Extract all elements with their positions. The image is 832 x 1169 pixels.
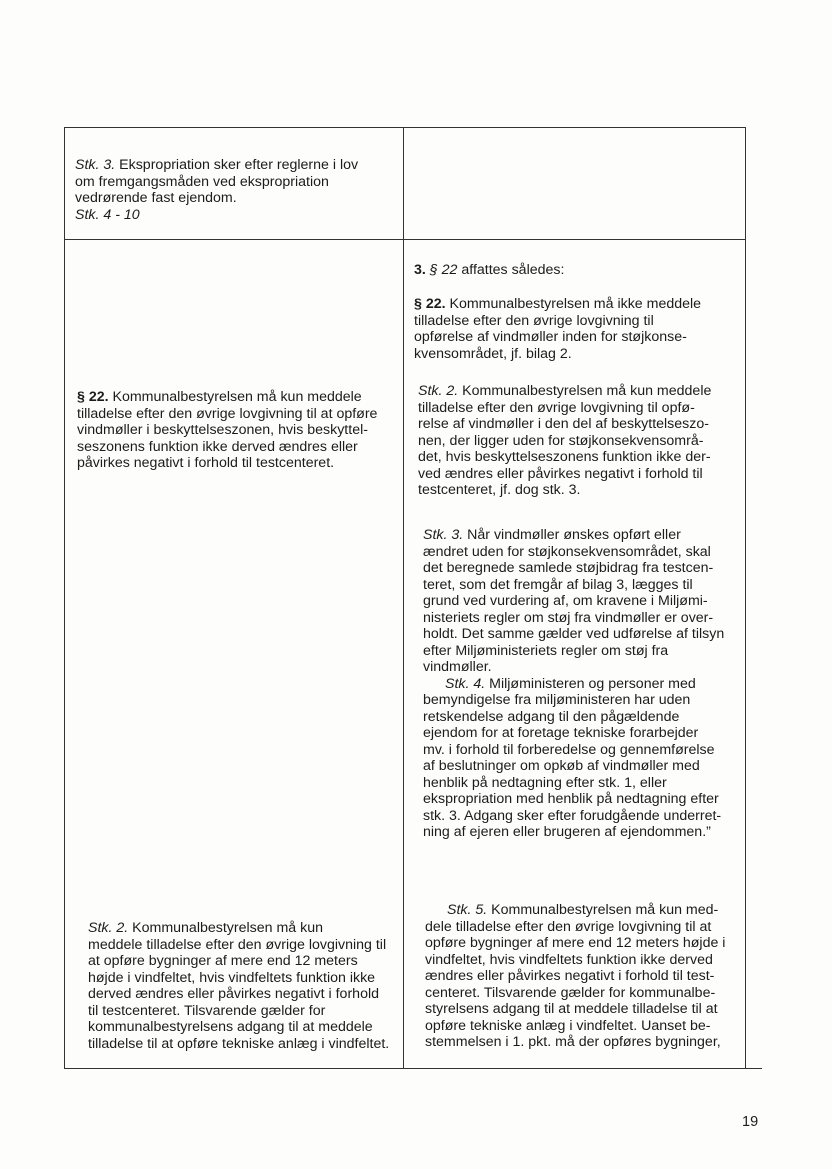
line-text: til testcenteret. Tilsvarende gælder for <box>88 1002 326 1019</box>
line-text: vindmøller i beskyttelseszonen, hvis beskyttel- <box>77 422 368 438</box>
text-line <box>88 1003 389 1020</box>
text-line <box>88 953 389 970</box>
amendment-intro <box>414 262 564 279</box>
line-text: Kommunalbestyrelsen må kun med- <box>487 902 719 918</box>
section-marker: § 22. <box>414 296 446 312</box>
text-line <box>88 937 389 954</box>
text-line <box>423 775 724 792</box>
text-line <box>75 157 358 174</box>
text-line <box>423 791 724 808</box>
line-text: retskendelse adgang til den pågældende <box>423 708 680 725</box>
text-line <box>423 643 724 660</box>
line-text: højde i vindfeltet, hvis vindfeltets funktion ikke <box>88 969 376 986</box>
text-line <box>423 676 724 693</box>
line-text: tilladelse efter den øvrige lovgivning til at opføre <box>77 405 378 422</box>
text-line <box>423 742 724 759</box>
line-text: henblik på nedtagning efter stk. 1, eller <box>423 774 667 791</box>
text-line <box>418 466 711 483</box>
text-line <box>425 985 725 1002</box>
line-text: Kommunalbestyrelsen må ikke meddele <box>445 296 702 312</box>
text-line <box>423 560 724 577</box>
line-text: Ekspropriation sker efter reglerne i lov <box>115 157 359 173</box>
text-line <box>88 970 389 987</box>
text-line <box>75 174 358 191</box>
amendment-ref: § 22 <box>429 262 458 278</box>
text-line <box>414 296 701 313</box>
section-marker: Stk. 4 - 10 <box>75 206 140 223</box>
text-line <box>77 455 377 472</box>
proposed-stk3-stk4 <box>423 527 724 841</box>
line-text: vedrørende fast ejendom. <box>75 190 237 206</box>
text-line <box>423 808 724 825</box>
text-line <box>77 406 377 423</box>
line-text: ved ændres eller påvirkes negativt i forhold til <box>418 465 703 482</box>
line-text: kommunalbestyrelsens adgang til at meddele <box>88 1019 373 1035</box>
line-text: vindfeltet, hvis vindfeltets funktion ikke derved <box>425 951 713 968</box>
line-text: teret, som det fremgår af bilag 3, lægges til <box>423 576 693 593</box>
line-text: derved ændres eller påvirkes negativt i forhold <box>88 986 379 1002</box>
text-line <box>414 313 701 330</box>
line-text: opføre tekniske anlæg i vindfeltet. Uanset be- <box>425 1017 711 1034</box>
text-line <box>77 389 377 406</box>
line-text: tilladelse efter den øvrige lovgivning til <box>414 312 654 329</box>
line-text: ejendom for at foretage tekniske forarbejder <box>423 725 699 741</box>
text-line <box>77 439 377 456</box>
line-text: om fremgangsmåden ved ekspropriation <box>75 173 329 190</box>
text-line <box>425 1018 725 1035</box>
line-text: seszonens funktion ikke derved ændres eller <box>77 438 358 455</box>
proposed-stk2 <box>418 383 711 499</box>
line-text: meddele tilladelse efter den øvrige lovgivning til <box>88 936 387 953</box>
column-divider <box>403 127 404 1068</box>
line-text: relse af vindmøller i den del af beskyttelseszo- <box>418 416 709 432</box>
line-text: at opføre bygninger af mere end 12 meters <box>88 953 358 969</box>
section-marker: § 22. <box>77 389 109 405</box>
text-line <box>88 1036 389 1053</box>
table-bottom-edge <box>82 1068 762 1069</box>
text-line <box>418 449 711 466</box>
line-text: kvensområdet, jf. bilag 2. <box>414 345 572 362</box>
row-divider <box>64 239 745 240</box>
line-text: efter Miljøministeriets regler om støj fra <box>423 642 669 659</box>
current-law-stk2 <box>88 920 389 1052</box>
text-line <box>75 207 358 224</box>
line-text: ændres eller påvirkes negativt i forhold til test- <box>425 968 715 984</box>
amendment-intro-text: affattes således: <box>457 262 565 278</box>
text-line <box>425 952 725 969</box>
text-line <box>423 527 724 544</box>
line-text: nisteriets regler om støj fra vindmøller er over- <box>423 609 714 626</box>
page-number: 19 <box>742 1114 759 1130</box>
section-marker: Stk. 4. <box>445 675 486 692</box>
text-line <box>414 329 701 346</box>
proposed-section-22 <box>414 296 701 362</box>
section-marker: Stk. 3. <box>423 527 464 543</box>
section-marker: Stk. 5. <box>447 902 488 918</box>
section-marker: Stk. 2. <box>88 920 129 936</box>
line-text: centeret. Tilsvarende gælder for kommunalbe- <box>425 984 716 1001</box>
line-text: tilladelse efter den øvrige lovgivning til opfø- <box>418 399 695 416</box>
line-text: vindmøller. <box>423 659 492 675</box>
line-text: nen, der ligger uden for støjkonsekvensområ- <box>418 432 704 449</box>
proposed-stk5 <box>425 902 725 1051</box>
line-text: af beslutninger om opkøb af vindmøller med <box>423 758 700 774</box>
line-text: dele tilladelse efter den øvrige lovgivning til at <box>425 918 712 935</box>
line-text: opføre bygninger af mere end 12 meters højde i <box>425 935 726 951</box>
current-law-stk3 <box>75 157 358 223</box>
text-line <box>418 400 711 417</box>
text-line <box>423 593 724 610</box>
text-line <box>77 422 377 439</box>
section-marker: Stk. 3. <box>75 157 116 173</box>
line-text: Kommunalbestyrelsen må kun meddele <box>458 383 712 399</box>
text-line <box>423 758 724 775</box>
text-line <box>425 919 725 936</box>
section-marker: Stk. 2. <box>418 383 459 399</box>
line-text: bemyndigelse fra miljøministeren har uden <box>423 692 691 708</box>
text-line <box>423 709 724 726</box>
line-text: Kommunalbestyrelsen må kun meddele <box>108 389 362 405</box>
line-text: Når vindmøller ønskes opført eller <box>463 527 681 543</box>
text-line <box>425 1034 725 1051</box>
text-line <box>425 968 725 985</box>
line-text: det beregnede samlede støjbidrag fra testcen- <box>423 560 714 576</box>
line-text: testcenteret, jf. dog stk. 3. <box>418 482 581 498</box>
text-line <box>418 383 711 400</box>
line-text: tilladelse til at opføre tekniske anlæg i vindfeltet. <box>88 1035 390 1052</box>
text-line <box>418 416 711 433</box>
text-line <box>423 544 724 561</box>
text-line <box>88 920 389 937</box>
line-text: styrelsens adgang til at meddele tilladelse til at <box>425 1001 718 1017</box>
line-text: det, hvis beskyttelseszonens funktion ikke der- <box>418 449 711 465</box>
line-text: ning af ejeren eller brugeren af ejendommen.” <box>423 824 711 840</box>
text-line <box>423 577 724 594</box>
current-law-section-22 <box>77 389 377 472</box>
text-line <box>88 1019 389 1036</box>
line-text: stemmelsen i 1. pkt. må der opføres bygninger, <box>425 1034 721 1050</box>
line-text: Miljøministeren og personer med <box>485 675 696 692</box>
text-line <box>425 1001 725 1018</box>
line-text: Kommunalbestyrelsen må kun <box>128 920 323 936</box>
line-text: ændret uden for støjkonsekvensområdet, skal <box>423 543 711 560</box>
text-line <box>423 824 724 841</box>
text-line <box>414 346 701 363</box>
text-line <box>425 902 725 919</box>
text-line <box>88 986 389 1003</box>
line-text: holdt. Det samme gælder ved udførelse af tilsyn <box>423 626 725 642</box>
text-line <box>423 610 724 627</box>
line-text: stk. 3. Adgang sker efter forudgående underret- <box>423 807 722 824</box>
text-line <box>418 482 711 499</box>
text-line <box>75 190 358 207</box>
text-line <box>423 626 724 643</box>
line-text: ekspropriation med henblik på nedtagning efter <box>423 791 719 807</box>
text-line <box>423 725 724 742</box>
line-text: påvirkes negativt i forhold til testcenteret. <box>77 455 335 471</box>
text-line <box>425 935 725 952</box>
line-text: opførelse af vindmøller inden for støjkonse- <box>414 329 687 345</box>
text-line <box>423 692 724 709</box>
text-line <box>418 433 711 450</box>
text-line <box>423 659 724 676</box>
line-text: mv. i forhold til forberedelse og gennemførelse <box>423 741 715 758</box>
line-text: grund ved vurdering af, om kravene i Miljømi- <box>423 593 708 609</box>
amendment-number: 3. <box>414 262 426 278</box>
